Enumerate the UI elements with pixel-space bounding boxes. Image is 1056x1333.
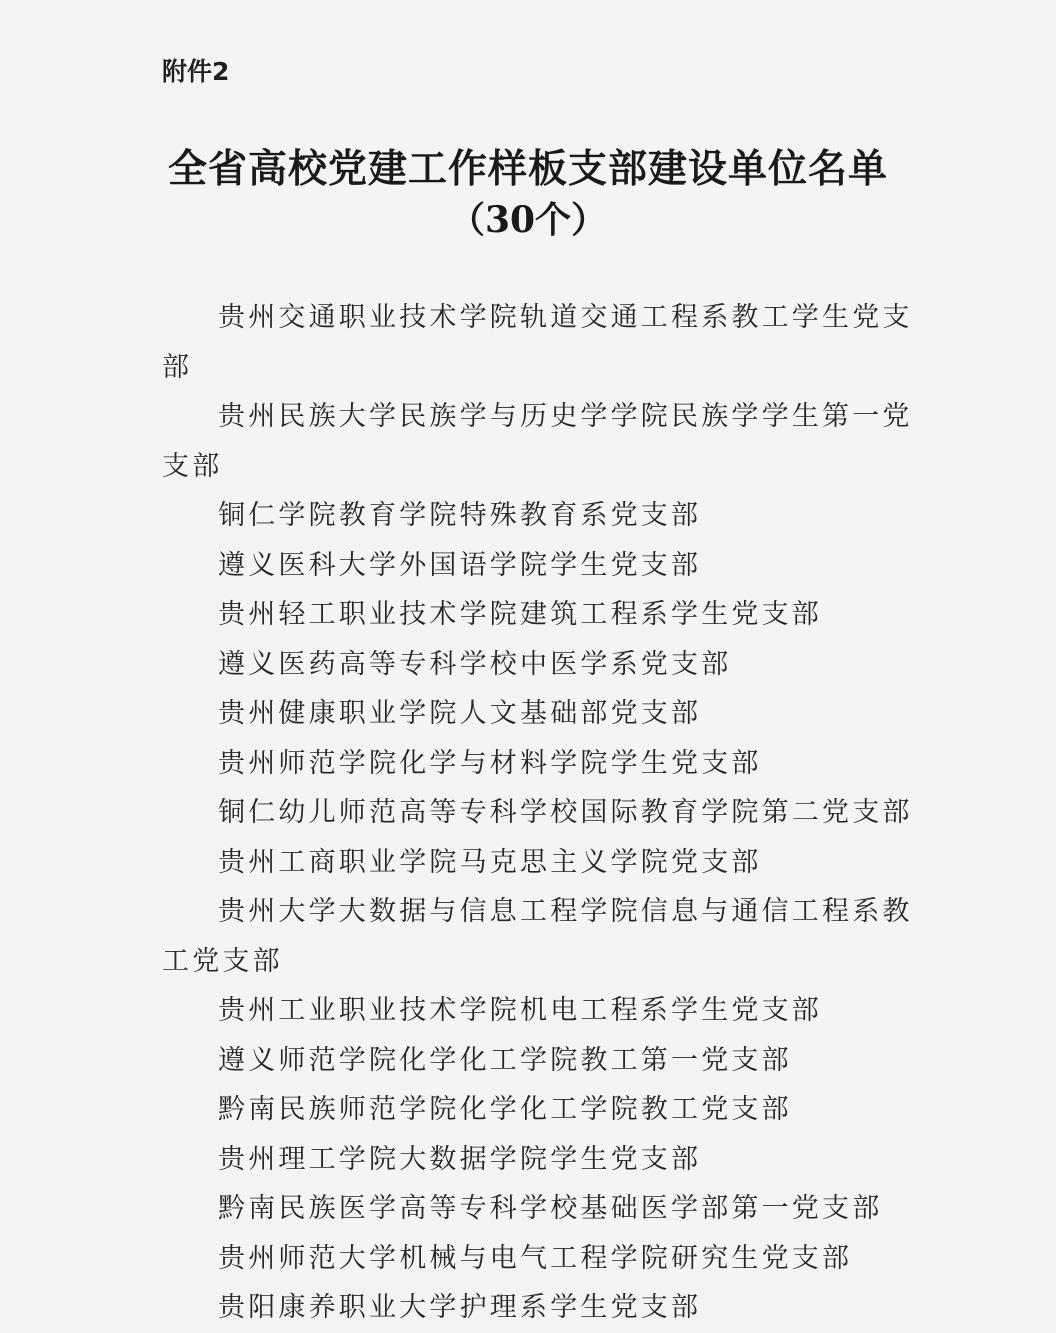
list-item: 贵州师范大学机械与电气工程学院研究生党支部 (218, 1242, 853, 1274)
list-item: 遵义医药高等专科学校中医学系党支部 (218, 648, 732, 680)
page-title: 全省高校党建工作样板支部建设单位名单 (167, 146, 888, 192)
list-item: 贵州师范学院化学与材料学院学生党支部 (218, 747, 762, 779)
list-item: 贵州轻工职业技术学院建筑工程系学生党支部 (218, 599, 822, 630)
list-item: 铜仁学院教育学院特殊教育系党支部 (218, 500, 702, 531)
list-item: 贵州工商职业学院马克思主义学院党支部 (218, 846, 762, 878)
list-item: 贵州民族大学民族学与历史学学院民族学学生第一党支部 (162, 401, 913, 482)
list-item: 铜仁幼儿师范高等专科学校国际教育学院第二党支部 (218, 797, 913, 828)
attachment-label: 附件2 (162, 57, 230, 86)
page-subtitle: （30个） (448, 199, 608, 241)
list-item: 黔南民族医学高等专科学校基础医学部第一党支部 (218, 1193, 883, 1224)
list-item: 贵州工业职业技术学院机电工程系学生党支部 (218, 995, 822, 1026)
list-item: 贵州大学大数据与信息工程学院信息与通信工程系教工党支部 (162, 896, 913, 977)
list-item: 贵州交通职业技术学院轨道交通工程系教工学生党支部 (162, 302, 913, 383)
list-item: 遵义医科大学外国语学院学生党支部 (218, 549, 702, 581)
list-item: 遵义师范学院化学化工学院教工第一党支部 (218, 1044, 792, 1076)
unit-list (162, 293, 922, 1333)
list-item: 贵州理工学院大数据学院学生党支部 (218, 1143, 702, 1175)
list-item: 贵州健康职业学院人文基础部党支部 (218, 698, 702, 729)
list-item: 黔南民族师范学院化学化工学院教工党支部 (218, 1094, 792, 1125)
list-item: 贵阳康养职业大学护理系学生党支部 (218, 1292, 702, 1323)
